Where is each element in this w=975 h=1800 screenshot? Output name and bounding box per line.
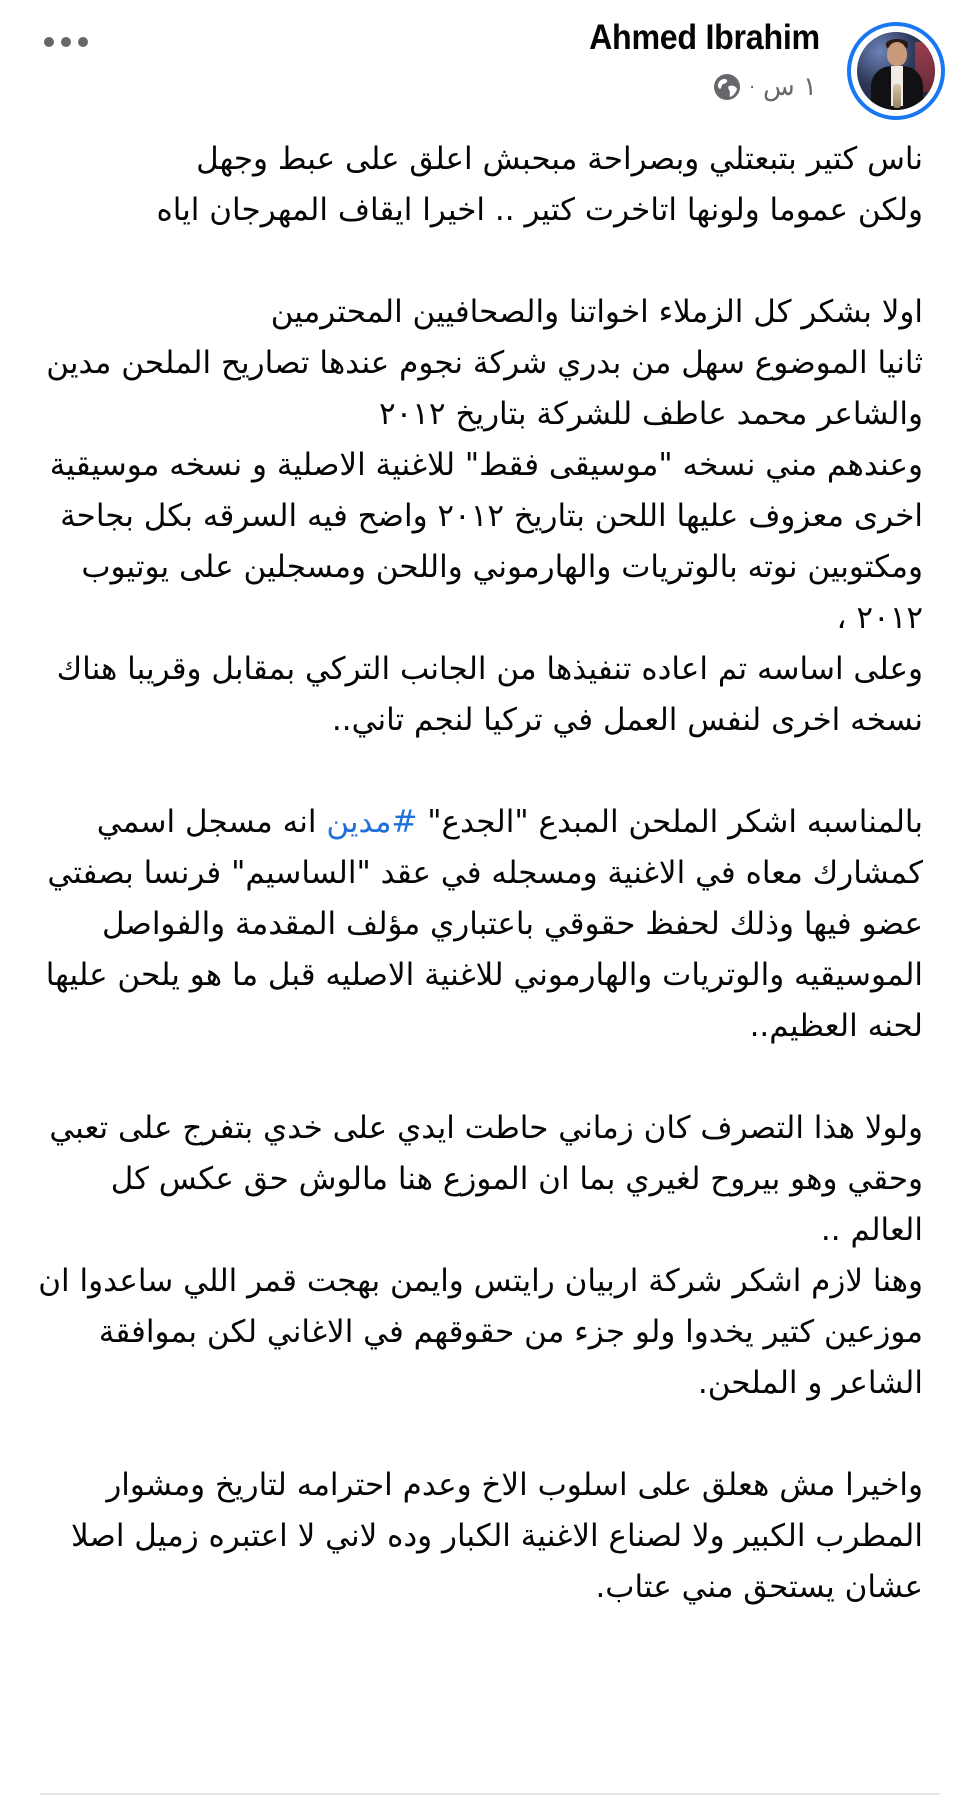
post-text-line: ثانيا الموضوع سهل من بدري شركة نجوم عندها تصاريح الملحن مدين والشاعر محمد عاطف للشركة بتاريخ ٢٠١٢: [36, 345, 923, 432]
post-timestamp[interactable]: ١ س: [763, 72, 817, 102]
post-text-line: وعلى اساسه تم اعاده تنفيذها من الجانب التركي بمقابل وقريبا هناك نسخه اخرى لنفس العمل في تركيا لنجم تاني..: [46, 651, 923, 738]
post-text-line: وعندهم مني نسخه "موسيقى فقط" للاغنية الاصلية و نسخه موسيقية اخرى معزوف عليها اللحن بتاريخ ٢٠١٢ واضح فيه السرقه بكل بجاحة ومكتوبين نوته بالوتريات والهارموني واللحن ومسجلين على يوتيوب ٢٠١٢ ،: [39, 447, 923, 636]
more-options-button[interactable]: [44, 30, 88, 54]
more-horizontal-icon: [44, 37, 54, 47]
post-text-line: اولا بشكر كل الزملاء اخواتنا والصحافيين المحترمين: [270, 294, 923, 330]
globe-icon[interactable]: [713, 73, 741, 101]
post-text-line: وهنا لازم اشكر شركة اربيان رايتس وايمن بهجت قمر اللي ساعدوا ان موزعين كتير يخدوا ولو جزء من حقوقهم في الاغاني لكن بموافقة الشاعر و الملحن.: [28, 1263, 923, 1401]
post-body: [30, 134, 923, 1613]
more-horizontal-icon-dot: [61, 37, 71, 47]
post-header: [0, 0, 975, 120]
avatar-photo: [857, 32, 935, 110]
post-meta: [713, 72, 817, 102]
avatar[interactable]: [847, 22, 945, 120]
more-horizontal-icon-dot: [78, 37, 88, 47]
post-text: انه مسجل اسمي كمشارك معاه في الاغنية ومسجله في عقد "الساسيم" فرنسا بصفتي عضو فيها وذلك لحفظ حقوقي باعتباري مؤلف المقدمة والفواصل الموسيقيه والوتريات والهارموني للاغنية الاصليه قبل ما هو يلحن عليها لحنه العظيم..: [35, 804, 923, 1044]
post-text-line: ناس كتير بتبعتلي وبصراحة مبحبش اعلق على عبط وجهل: [196, 141, 923, 177]
post-paragraph-with-hashtag: [30, 797, 923, 1052]
hashtag-link[interactable]: #مدين: [326, 804, 418, 840]
post-text-line: ولولا هذا التصرف كان زماني حاطت ايدي على خدي بتفرج على تعبي وحقي وهو بيروح لغيري بما ان الموزع هنا مالوش حق عكس كل العالم ..: [39, 1110, 923, 1248]
post-text: بالمناسبه اشكر الملحن المبدع "الجدع": [417, 804, 923, 840]
divider: [40, 1793, 940, 1795]
post-text-line: واخيرا مش هعلق على اسلوب الاخ وعدم احترامه لتاريخ ومشوار المطرب الكبير ولا لصناع الاغنية الكبار وده لاني لا اعتبره زميل اصلا عشان يستحق مني عتاب.: [61, 1467, 923, 1605]
author-name[interactable]: Ahmed Ibrahim: [589, 18, 820, 57]
post-text-line: ولكن عموما ولونها اتاخرت كتير .. اخيرا ايقاف المهرجان اياه: [156, 192, 923, 228]
meta-separator: ·: [749, 76, 756, 98]
